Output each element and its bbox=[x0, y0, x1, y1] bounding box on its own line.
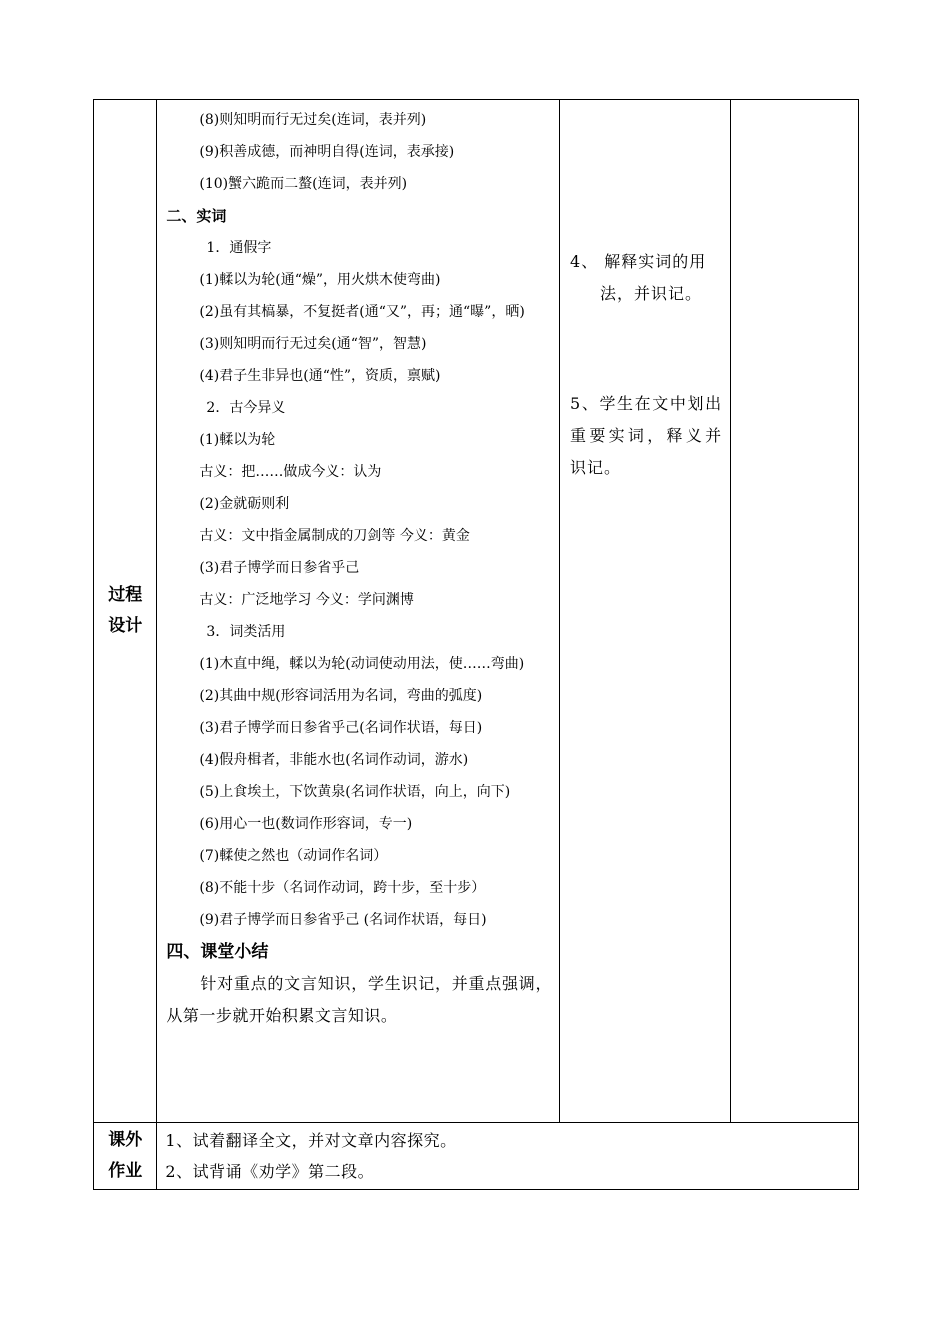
process-design-row bbox=[94, 100, 859, 1123]
lesson-plan-table bbox=[93, 99, 859, 1190]
shift-item-6: (6)用心一也(数词作形容词，专一) bbox=[199, 816, 413, 832]
conjunction-item-8: (8)则知明而行无过矣(连词，表并列) bbox=[199, 112, 427, 128]
homework-item-1: 1、试着翻译全文，并对文章内容探究。 bbox=[165, 1131, 457, 1150]
subheading-word-class-shift: 3．词类活用 bbox=[206, 624, 286, 640]
process-label-cell bbox=[94, 100, 157, 1123]
activity-step-5: 5、学生在文中划出重要实词，释义并识记。 bbox=[570, 394, 723, 477]
homework-item-2: 2、试背诵《劝学》第二段。 bbox=[165, 1162, 375, 1181]
summary-text: 针对重点的文言知识，学生识记，并重点强调，从第一步就开始积累文言知识。 bbox=[166, 974, 553, 1025]
shift-item-8: (8)不能十步（名词作动词，跨十步，至十步） bbox=[199, 880, 486, 896]
student-activity-cell bbox=[560, 100, 731, 1123]
process-label-bottom: 设计 bbox=[108, 616, 143, 636]
gujin-item-1: (1)輮以为轮 bbox=[199, 432, 276, 448]
section-heading-content-words: 二、实词 bbox=[166, 207, 227, 225]
gujin-note-2: 古义：文中指金属制成的刀剑等 今义：黄金 bbox=[199, 528, 470, 544]
gujin-item-2: (2)金就砺则利 bbox=[199, 496, 290, 512]
shift-item-4: (4)假舟楫者，非能水也(名词作动词，游水) bbox=[199, 752, 469, 768]
tongjia-item-1: (1)輮以为轮(通“燥”，用火烘木使弯曲) bbox=[199, 272, 441, 288]
tongjia-item-2: (2)虽有其槁暴，不复挺者(通“又”，再；通“曝”，晒) bbox=[199, 304, 525, 320]
conjunction-item-9: (9)积善成德，而神明自得(连词，表承接) bbox=[199, 144, 455, 160]
notes-cell bbox=[731, 100, 859, 1123]
shift-item-5: (5)上食埃土，下饮黄泉(名词作状语，向上，向下) bbox=[199, 784, 511, 800]
homework-label-bottom: 作业 bbox=[108, 1161, 143, 1181]
section-heading-summary: 四、课堂小结 bbox=[166, 942, 269, 962]
tongjia-item-3: (3)则知明而行无过矣(通“智”，智慧) bbox=[199, 336, 427, 352]
homework-label-cell bbox=[94, 1123, 157, 1190]
gujin-note-3: 古义：广泛地学习 今义：学问渊博 bbox=[199, 592, 414, 608]
gujin-item-3: (3)君子博学而日参省乎己 bbox=[199, 560, 360, 576]
activity-step-4: 4、 解释实词的用法，并识记。 bbox=[570, 252, 707, 303]
conjunction-item-10: (10)蟹六跪而二螯(连词，表并列) bbox=[199, 176, 408, 192]
homework-content-cell bbox=[157, 1123, 859, 1190]
shift-item-7: (7)輮使之然也（动词作名词） bbox=[199, 848, 388, 864]
subheading-tongjiazi: 1．通假字 bbox=[206, 240, 272, 256]
shift-item-1: (1)木直中绳，輮以为轮(动词使动用法，使……弯曲) bbox=[199, 656, 525, 672]
gujin-note-1: 古义：把……做成今义：认为 bbox=[199, 464, 382, 480]
homework-row bbox=[94, 1123, 859, 1190]
shift-item-2: (2)其曲中规(形容词活用为名词，弯曲的弧度) bbox=[199, 688, 483, 704]
tongjia-item-4: (4)君子生非异也(通“性”，资质，禀赋) bbox=[199, 368, 441, 384]
subheading-gujin-yiyi: 2．古今异义 bbox=[206, 400, 286, 416]
process-label-top: 过程 bbox=[108, 585, 143, 605]
shift-item-9: (9)君子博学而日参省乎己 (名词作状语，每日) bbox=[199, 912, 487, 928]
process-content-cell bbox=[157, 100, 560, 1123]
shift-item-3: (3)君子博学而日参省乎己(名词作状语，每日) bbox=[199, 720, 483, 736]
homework-label-top: 课外 bbox=[108, 1130, 143, 1150]
